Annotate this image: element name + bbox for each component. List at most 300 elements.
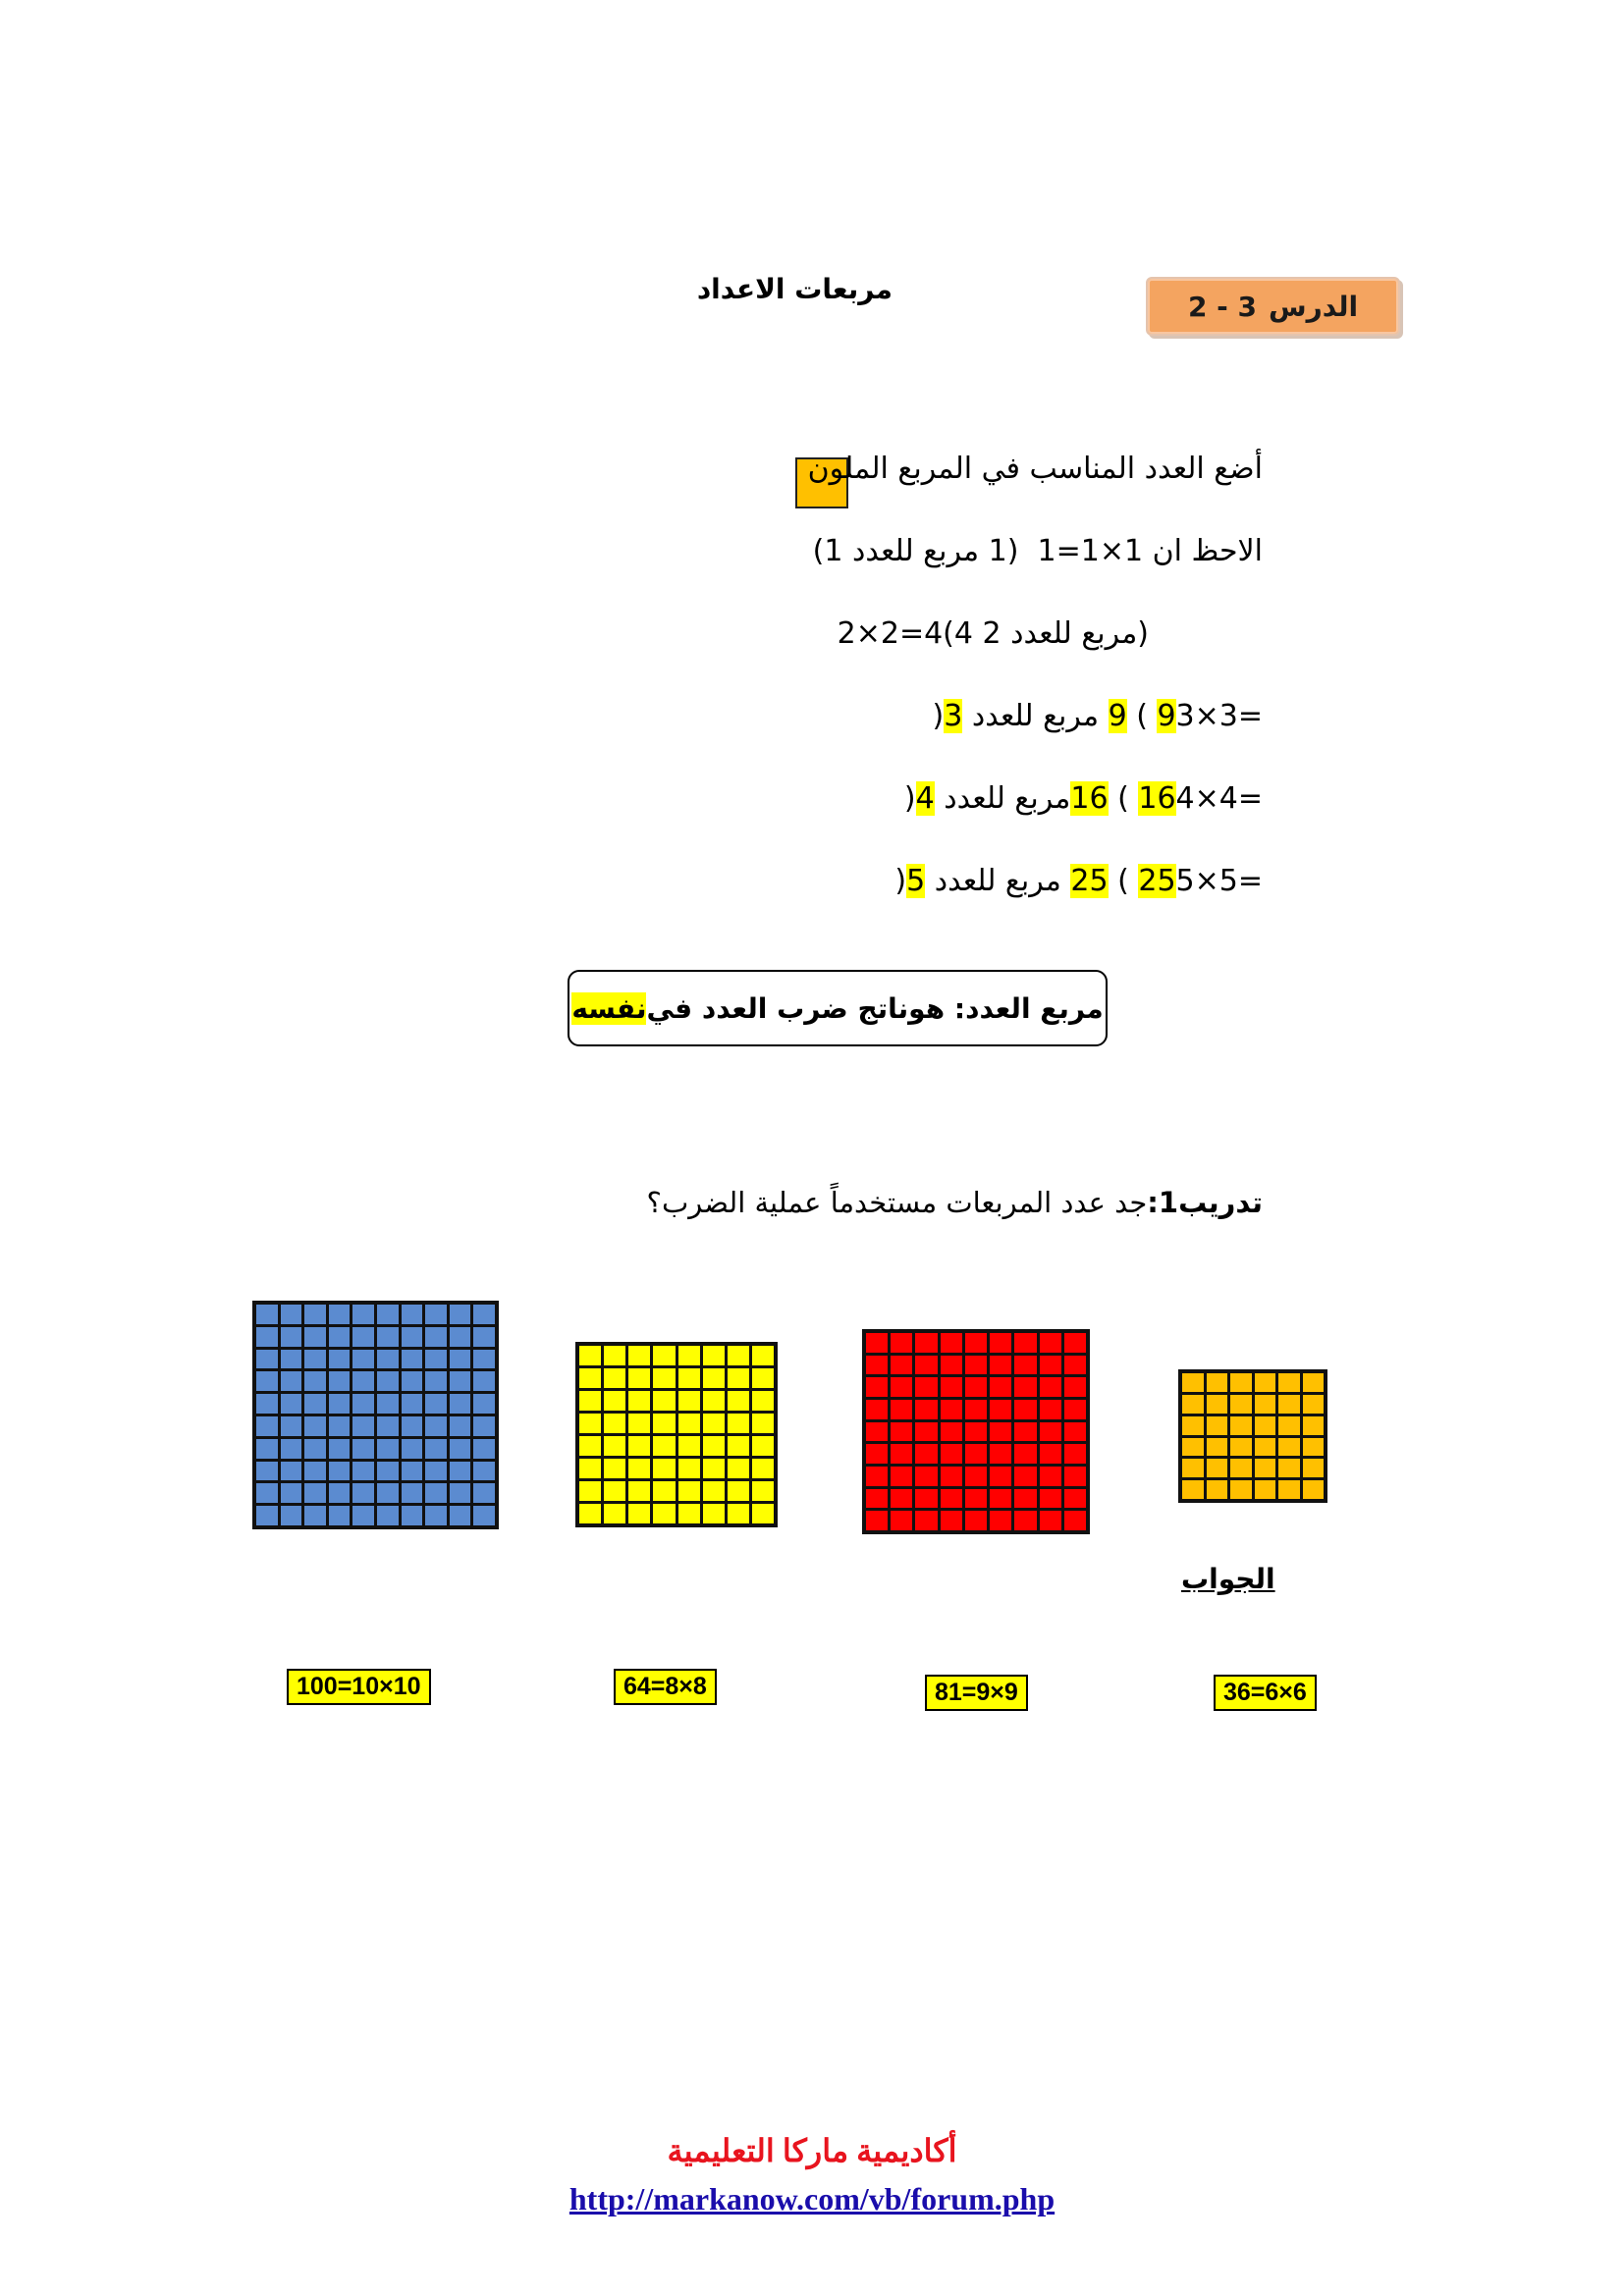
grid-cell [628, 1346, 650, 1365]
grid-cell [1014, 1333, 1036, 1353]
grid-cell [1207, 1416, 1228, 1435]
grid-cell [402, 1506, 423, 1525]
grid-cell [1303, 1480, 1325, 1499]
grid-cell [425, 1394, 447, 1414]
grid-cell [425, 1416, 447, 1436]
equation: 3×3= [1175, 699, 1263, 733]
grid-cell [941, 1467, 962, 1486]
grid-cell [1230, 1395, 1252, 1414]
grid-cell [1040, 1377, 1061, 1397]
grid-cell [1207, 1438, 1228, 1457]
grid-cell [402, 1350, 423, 1369]
answer-highlight: 25 [1138, 864, 1176, 898]
grid-cell [891, 1467, 912, 1486]
grid-cell [1064, 1489, 1086, 1509]
grid-cell [1207, 1480, 1228, 1499]
grid-cell [604, 1459, 625, 1478]
grid-cell [752, 1368, 774, 1388]
grid-cell [281, 1439, 302, 1459]
grid-cell [703, 1436, 725, 1456]
grid-cell [990, 1511, 1011, 1530]
grid-cell [703, 1414, 725, 1433]
grid-cell [256, 1305, 278, 1324]
grid-cell [450, 1371, 471, 1391]
grid-cell [281, 1394, 302, 1414]
equation: 4×4= [1175, 781, 1263, 816]
grid-cell [329, 1327, 351, 1347]
grid-cell [678, 1481, 700, 1501]
footer-link[interactable]: http://markanow.com/vb/forum.php [568, 2181, 1056, 2216]
grid-cell [990, 1489, 1011, 1509]
grid-cell [1303, 1373, 1325, 1392]
grid-cell [473, 1416, 495, 1436]
grid-cell [653, 1436, 675, 1456]
grid-cell [653, 1504, 675, 1523]
grid-cell [678, 1346, 700, 1365]
grid-cell [965, 1511, 987, 1530]
grid-cell [1064, 1511, 1086, 1530]
example-line-1 [813, 534, 1263, 568]
grid-cell [915, 1489, 937, 1509]
grid-cell [473, 1394, 495, 1414]
grid-cell [891, 1377, 912, 1397]
grid-cell [678, 1414, 700, 1433]
grid-cell [866, 1422, 888, 1442]
grid-cell [256, 1327, 278, 1347]
lesson-number: 2 - 3 [1187, 290, 1258, 323]
grid-cell [866, 1467, 888, 1486]
page-title: مربعات الاعداد [696, 273, 893, 305]
grid-cell [628, 1459, 650, 1478]
grid-cell [653, 1459, 675, 1478]
grid-cell [256, 1371, 278, 1391]
grid-cell [990, 1400, 1011, 1419]
grid-cell [352, 1394, 374, 1414]
grid-cell [728, 1504, 749, 1523]
grid-cell [1014, 1511, 1036, 1530]
grid-cell [425, 1462, 447, 1481]
example-line-1-b: (1 مربع للعدد 1) [812, 534, 1019, 568]
grid-cell [304, 1506, 326, 1525]
grid-cell [1303, 1395, 1325, 1414]
answer-highlight: 16 [1070, 781, 1109, 816]
grid-cell [1064, 1377, 1086, 1397]
grid-cell [377, 1371, 399, 1391]
grid-cell [1207, 1459, 1228, 1477]
grid-cell [1182, 1373, 1204, 1392]
grid-cell [579, 1346, 601, 1365]
grid-cell [352, 1305, 374, 1324]
grid-cell [1014, 1467, 1036, 1486]
grid-cell [450, 1327, 471, 1347]
grid-cell [866, 1511, 888, 1530]
grid-cell [256, 1462, 278, 1481]
grid-cell [752, 1414, 774, 1433]
grid-cell [579, 1368, 601, 1388]
grid-cell [450, 1439, 471, 1459]
grid-red-9x9 [862, 1329, 1090, 1534]
grid-cell [377, 1305, 399, 1324]
grid-yellow-8x8 [575, 1342, 778, 1527]
grid-cell [1064, 1356, 1086, 1375]
answer-highlight: 16 [1138, 781, 1176, 816]
grid-cell [304, 1327, 326, 1347]
definition-text: مربع العدد: هوناتج ضرب العدد في [646, 991, 1104, 1025]
example-line-4 [904, 781, 1263, 816]
example-line-5 [894, 864, 1263, 898]
footer-academy: أكاديمية ماركا التعليمية [667, 2133, 957, 2168]
grid-cell [281, 1350, 302, 1369]
grid-cell [377, 1439, 399, 1459]
grid-cell [866, 1400, 888, 1419]
grid-cell [891, 1333, 912, 1353]
grid-cell [941, 1489, 962, 1509]
exercise-text: جد عدد المربعات مستخدماً عملية الضرب؟ [646, 1186, 1148, 1219]
grid-cell [891, 1356, 912, 1375]
grid-cell [728, 1368, 749, 1388]
grid-cell [473, 1371, 495, 1391]
grid-cell [1182, 1438, 1204, 1457]
grid-cell [450, 1305, 471, 1324]
grid-cell [1278, 1416, 1300, 1435]
grid-cell [891, 1422, 912, 1442]
grid-cell [473, 1439, 495, 1459]
grid-cell [965, 1467, 987, 1486]
grid-cell [1040, 1467, 1061, 1486]
grid-cell [941, 1444, 962, 1464]
answer-box-4: 36=6×6 [1214, 1675, 1317, 1711]
grid-cell [891, 1489, 912, 1509]
grid-cell [703, 1459, 725, 1478]
grid-cell [1255, 1438, 1276, 1457]
grid-cell [1230, 1416, 1252, 1435]
lesson-word: الدرس [1269, 290, 1359, 323]
grid-cell [329, 1350, 351, 1369]
grid-cell [915, 1467, 937, 1486]
grid-cell [866, 1489, 888, 1509]
answer-highlight: 5 [906, 864, 926, 898]
grid-cell [450, 1394, 471, 1414]
grid-cell [352, 1327, 374, 1347]
grid-cell [256, 1506, 278, 1525]
grid-cell [256, 1416, 278, 1436]
grid-cell [1230, 1373, 1252, 1392]
grid-cell [965, 1356, 987, 1375]
paren: ( [1108, 781, 1129, 816]
definition-highlight: نفسه [571, 991, 647, 1025]
grid-cell [579, 1436, 601, 1456]
grid-cell [941, 1333, 962, 1353]
grid-cell [352, 1350, 374, 1369]
grid-cell [1303, 1416, 1325, 1435]
answer-box-3: 81=9×9 [925, 1675, 1028, 1711]
grid-cell [1040, 1489, 1061, 1509]
grid-cell [352, 1371, 374, 1391]
grid-cell [450, 1350, 471, 1369]
grid-cell [990, 1422, 1011, 1442]
grid-cell [425, 1350, 447, 1369]
grid-cell [473, 1350, 495, 1369]
grid-cell [473, 1462, 495, 1481]
grid-cell [752, 1459, 774, 1478]
grid-cell [425, 1483, 447, 1503]
grid-cell [1040, 1444, 1061, 1464]
grid-cell [304, 1439, 326, 1459]
example-line-2-text: 2×2=4(4 مربع للعدد 2) [837, 616, 1149, 651]
grid-cell [377, 1506, 399, 1525]
grid-cell [473, 1506, 495, 1525]
grid-cell [678, 1459, 700, 1478]
grid-cell [256, 1350, 278, 1369]
grid-cell [281, 1327, 302, 1347]
grid-cell [402, 1462, 423, 1481]
line-text: مربع للعدد [962, 699, 1109, 733]
answer-highlight: 4 [915, 781, 935, 816]
line-text: مربع للعدد [925, 864, 1071, 898]
grid-cell [1230, 1459, 1252, 1477]
grid-cell [1278, 1373, 1300, 1392]
grid-cell [1040, 1356, 1061, 1375]
grid-cell [628, 1436, 650, 1456]
grid-cell [604, 1504, 625, 1523]
grid-cell [1182, 1416, 1204, 1435]
grid-cell [891, 1444, 912, 1464]
grid-cell [941, 1356, 962, 1375]
grid-cell [281, 1416, 302, 1436]
grid-cell [752, 1436, 774, 1456]
grid-cell [1182, 1480, 1204, 1499]
grid-cell [1040, 1400, 1061, 1419]
grid-cell [1303, 1438, 1325, 1457]
grid-cell [1064, 1422, 1086, 1442]
grid-cell [866, 1333, 888, 1353]
grid-cell [628, 1391, 650, 1411]
grid-cell [678, 1504, 700, 1523]
grid-cell [450, 1416, 471, 1436]
grid-cell [915, 1377, 937, 1397]
grid-cell [579, 1504, 601, 1523]
grid-cell [402, 1327, 423, 1347]
instruction-text: أضع العدد المناسب في المربع الملون [807, 452, 1263, 486]
grid-cell [628, 1481, 650, 1501]
grid-cell [377, 1416, 399, 1436]
grid-cell [1014, 1489, 1036, 1509]
answer-highlight: 25 [1070, 864, 1109, 898]
grid-cell [352, 1462, 374, 1481]
example-line-1-a: الاحظ ان 1×1=1 [1037, 534, 1263, 568]
grid-cell [579, 1459, 601, 1478]
grid-cell [728, 1481, 749, 1501]
grid-cell [915, 1511, 937, 1530]
grid-cell [304, 1416, 326, 1436]
grid-cell [450, 1462, 471, 1481]
grid-cell [604, 1346, 625, 1365]
grid-cell [653, 1368, 675, 1388]
grid-cell [653, 1414, 675, 1433]
grid-cell [281, 1305, 302, 1324]
grid-cell [653, 1346, 675, 1365]
grid-cell [1040, 1511, 1061, 1530]
grid-cell [1064, 1400, 1086, 1419]
grid-cell [965, 1444, 987, 1464]
grid-blue-10x10 [252, 1301, 499, 1529]
grid-cell [304, 1462, 326, 1481]
grid-cell [1255, 1416, 1276, 1435]
grid-cell [473, 1327, 495, 1347]
grid-cell [941, 1400, 962, 1419]
grid-cell [304, 1483, 326, 1503]
grid-cell [281, 1483, 302, 1503]
grid-cell [604, 1436, 625, 1456]
grid-cell [866, 1444, 888, 1464]
grid-cell [329, 1305, 351, 1324]
grid-cell [703, 1368, 725, 1388]
grid-cell [1278, 1459, 1300, 1477]
grid-cell [678, 1391, 700, 1411]
grid-cell [352, 1506, 374, 1525]
grid-cell [579, 1414, 601, 1433]
grid-cell [891, 1511, 912, 1530]
grid-cell [402, 1305, 423, 1324]
paren: ) [894, 864, 907, 898]
grid-cell [703, 1504, 725, 1523]
grid-cell [450, 1506, 471, 1525]
grid-cell [990, 1333, 1011, 1353]
grid-cell [990, 1356, 1011, 1375]
grid-cell [866, 1377, 888, 1397]
grid-cell [1014, 1444, 1036, 1464]
grid-cell [1278, 1438, 1300, 1457]
grid-cell [678, 1436, 700, 1456]
grid-cell [402, 1439, 423, 1459]
grid-cell [329, 1462, 351, 1481]
grid-cell [728, 1459, 749, 1478]
grid-cell [728, 1436, 749, 1456]
grid-cell [703, 1391, 725, 1411]
grid-cell [628, 1414, 650, 1433]
grid-cell [941, 1422, 962, 1442]
grid-cell [752, 1504, 774, 1523]
grid-cell [402, 1483, 423, 1503]
answer-highlight: 3 [944, 699, 963, 733]
grid-cell [752, 1346, 774, 1365]
grid-cell [604, 1391, 625, 1411]
grid-cell [425, 1439, 447, 1459]
answer-highlight: 9 [1108, 699, 1127, 733]
grid-cell [425, 1305, 447, 1324]
grid-cell [425, 1327, 447, 1347]
grid-cell [1303, 1459, 1325, 1477]
grid-cell [329, 1506, 351, 1525]
exercise-label: تدريب1: [1147, 1186, 1263, 1219]
grid-cell [1278, 1480, 1300, 1499]
grid-cell [1207, 1395, 1228, 1414]
grid-cell [473, 1483, 495, 1503]
grid-cell [728, 1414, 749, 1433]
grid-cell [352, 1483, 374, 1503]
grid-cell [402, 1371, 423, 1391]
grid-cell [941, 1511, 962, 1530]
grid-cell [304, 1371, 326, 1391]
example-line-3 [933, 699, 1263, 733]
exercise-prompt [647, 1186, 1263, 1219]
grid-cell [329, 1394, 351, 1414]
grid-cell [653, 1481, 675, 1501]
grid-cell [329, 1371, 351, 1391]
grid-cell [965, 1422, 987, 1442]
grid-cell [990, 1444, 1011, 1464]
grid-cell [941, 1377, 962, 1397]
grid-cell [1255, 1395, 1276, 1414]
grid-cell [329, 1416, 351, 1436]
grid-cell [281, 1506, 302, 1525]
grid-cell [628, 1368, 650, 1388]
grid-cell [377, 1327, 399, 1347]
paren: ( [1126, 699, 1148, 733]
grid-cell [728, 1391, 749, 1411]
grid-cell [256, 1394, 278, 1414]
grid-cell [377, 1462, 399, 1481]
grid-cell [1064, 1467, 1086, 1486]
grid-cell [304, 1305, 326, 1324]
grid-cell [965, 1333, 987, 1353]
grid-cell [402, 1394, 423, 1414]
answer-highlight: 9 [1157, 699, 1176, 733]
grid-cell [1207, 1373, 1228, 1392]
grid-cell [256, 1439, 278, 1459]
grid-cell [1014, 1377, 1036, 1397]
grid-cell [891, 1400, 912, 1419]
grid-cell [473, 1305, 495, 1324]
grid-orange-6x6 [1178, 1369, 1327, 1503]
grid-cell [352, 1416, 374, 1436]
grid-cell [915, 1333, 937, 1353]
grid-cell [1182, 1395, 1204, 1414]
grid-cell [579, 1481, 601, 1501]
grid-cell [1014, 1422, 1036, 1442]
grid-cell [1182, 1459, 1204, 1477]
grid-cell [377, 1483, 399, 1503]
paren: ) [932, 699, 945, 733]
grid-cell [304, 1394, 326, 1414]
grid-cell [304, 1350, 326, 1369]
grid-cell [425, 1371, 447, 1391]
grid-cell [604, 1414, 625, 1433]
grid-cell [1014, 1356, 1036, 1375]
answer-box-2: 64=8×8 [614, 1669, 717, 1705]
grid-cell [1040, 1422, 1061, 1442]
grid-cell [329, 1483, 351, 1503]
grid-cell [915, 1422, 937, 1442]
grid-cell [281, 1371, 302, 1391]
grid-cell [628, 1504, 650, 1523]
lesson-badge [1146, 277, 1400, 336]
grid-cell [377, 1350, 399, 1369]
definition-box [568, 970, 1108, 1046]
grid-cell [450, 1483, 471, 1503]
grid-cell [990, 1467, 1011, 1486]
grid-cell [915, 1356, 937, 1375]
grid-cell [965, 1377, 987, 1397]
grid-cell [1255, 1459, 1276, 1477]
grid-cell [1278, 1395, 1300, 1414]
grid-cell [1014, 1400, 1036, 1419]
grid-cell [990, 1377, 1011, 1397]
grid-cell [752, 1391, 774, 1411]
grid-cell [752, 1481, 774, 1501]
grid-cell [329, 1439, 351, 1459]
equation: 5×5= [1175, 864, 1263, 898]
